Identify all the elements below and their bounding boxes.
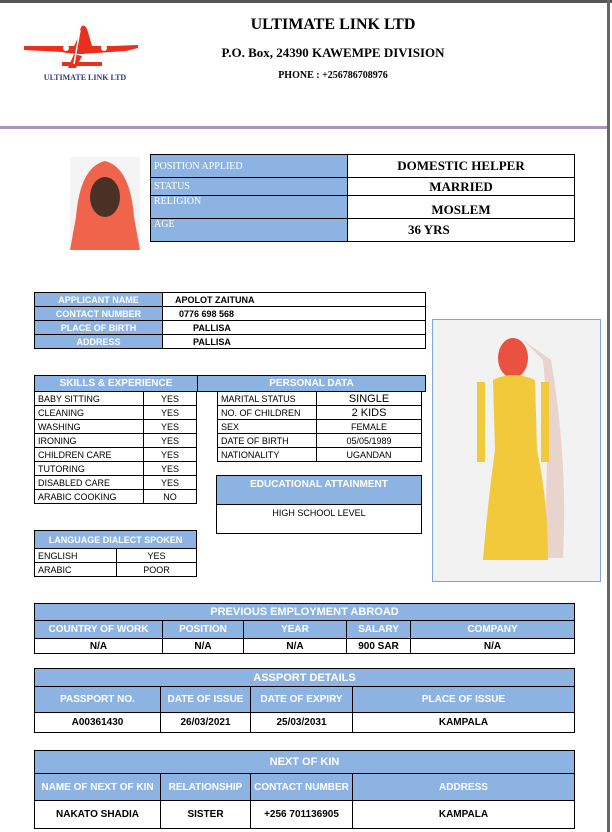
kin-value: +256 701136905 xyxy=(251,801,353,829)
passport-header: DATE OF ISSUE xyxy=(161,687,251,713)
passport-value: A00361430 xyxy=(35,713,161,733)
kin-header: ADDRESS xyxy=(353,774,575,801)
personal-row xyxy=(218,420,422,434)
page-border-right xyxy=(607,0,610,832)
personal-label: NO. OF CHILDREN xyxy=(218,406,317,420)
skill-name: TUTORING xyxy=(35,462,144,476)
label: APPLICANT NAME xyxy=(35,293,163,307)
kin-value: KAMPALA xyxy=(353,801,575,829)
label: AGE xyxy=(151,219,348,242)
education-table xyxy=(216,475,422,534)
employment-value: 900 SAR xyxy=(347,639,411,654)
kin-headers-row xyxy=(35,774,575,801)
full-body-photo xyxy=(432,319,601,582)
personal-label: NATIONALITY xyxy=(218,448,317,462)
language-row xyxy=(35,549,197,563)
skill-name: ARABIC COOKING xyxy=(35,490,144,504)
kin-header: CONTACT NUMBER xyxy=(251,774,353,801)
skill-value: YES xyxy=(144,406,197,420)
skill-value: NO xyxy=(144,490,197,504)
skill-name: DISABLED CARE xyxy=(35,476,144,490)
company-address: P.O. Box, 24390 KAWEMPE DIVISION xyxy=(221,45,445,60)
skill-row xyxy=(35,392,197,406)
employment-table xyxy=(34,603,575,654)
employment-value: N/A xyxy=(163,639,244,654)
skill-name: WASHING xyxy=(35,420,144,434)
employment-values-row xyxy=(35,639,575,654)
place-of-birth: PALLISA xyxy=(163,321,426,335)
status-value: MARRIED xyxy=(348,178,575,196)
passport-photo xyxy=(70,157,140,250)
summary-table xyxy=(150,154,575,242)
page-border-top xyxy=(0,0,612,3)
contact-number: 0776 698 568 xyxy=(163,307,426,321)
skill-name: BABY SITTING xyxy=(35,392,144,406)
skill-row xyxy=(35,448,197,462)
skill-value: YES xyxy=(144,434,197,448)
personal-value: 2 KIDS xyxy=(317,406,422,420)
personal-value: UGANDAN xyxy=(317,448,422,462)
skill-name: IRONING xyxy=(35,434,144,448)
personal-row xyxy=(218,434,422,448)
personal-label: DATE OF BIRTH xyxy=(218,434,317,448)
language-name: ENGLISH xyxy=(35,549,117,563)
employment-title: PREVIOUS EMPLOYMENT ABROAD xyxy=(35,604,575,621)
skills-table xyxy=(34,391,197,504)
skill-row xyxy=(35,490,197,504)
airplane-logo-icon xyxy=(22,24,142,70)
personal-row xyxy=(218,448,422,462)
language-value: YES xyxy=(117,549,197,563)
personal-label: SEX xyxy=(218,420,317,434)
language-value: POOR xyxy=(117,563,197,577)
skill-value: YES xyxy=(144,392,197,406)
skill-row xyxy=(35,434,197,448)
logo-text: ULTIMATE LINK LTD xyxy=(43,73,127,82)
language-table xyxy=(34,530,197,577)
personal-label: MARITAL STATUS xyxy=(218,392,317,406)
personal-title: PERSONAL DATA xyxy=(198,376,426,392)
skill-value: YES xyxy=(144,448,197,462)
passport-value: 26/03/2021 xyxy=(161,713,251,733)
skill-name: CLEANING xyxy=(35,406,144,420)
passport-title: ASSPORT DETAILS xyxy=(35,669,575,687)
section-headers xyxy=(34,375,426,392)
label: CONTACT NUMBER xyxy=(35,307,163,321)
label: PLACE OF BIRTH xyxy=(35,321,163,335)
employment-header: SALARY xyxy=(347,621,411,639)
personal-value: FEMALE xyxy=(317,420,422,434)
employment-headers-row xyxy=(35,621,575,639)
skill-value: YES xyxy=(144,420,197,434)
kin-values-row xyxy=(35,801,575,829)
personal-row xyxy=(218,406,422,420)
skill-row xyxy=(35,462,197,476)
label: STATUS xyxy=(151,178,348,196)
skill-row xyxy=(35,420,197,434)
passport-value: KAMPALA xyxy=(353,713,575,733)
kin-header: RELATIONSHIP xyxy=(161,774,251,801)
passport-value: 25/03/2031 xyxy=(251,713,353,733)
passport-header: DATE OF EXPIRY xyxy=(251,687,353,713)
header-divider xyxy=(0,126,607,129)
education-title: EDUCATIONAL ATTAINMENT xyxy=(217,476,422,505)
label: POSITION APPLIED xyxy=(151,155,348,178)
skill-name: CHILDREN CARE xyxy=(35,448,144,462)
skill-value: YES xyxy=(144,462,197,476)
religion-value: MOSLEM xyxy=(348,196,575,219)
education-value: HIGH SCHOOL LEVEL xyxy=(217,505,422,534)
passport-header: PASSPORT NO. xyxy=(35,687,161,713)
employment-header: COUNTRY OF WORK xyxy=(35,621,163,639)
passport-headers-row xyxy=(35,687,575,713)
address: PALLISA xyxy=(163,335,426,349)
company-phone: PHONE : +256786708976 xyxy=(278,70,388,81)
employment-value: N/A xyxy=(244,639,347,654)
next-of-kin-table xyxy=(34,750,575,829)
position-value: DOMESTIC HELPER xyxy=(348,155,575,178)
passport-values-row xyxy=(35,713,575,733)
employment-header: COMPANY xyxy=(411,621,575,639)
kin-header: NAME OF NEXT OF KIN xyxy=(35,774,161,801)
age-value: 36 YRS xyxy=(348,219,575,242)
label: RELIGION xyxy=(151,196,348,219)
personal-value: 05/05/1989 xyxy=(317,434,422,448)
language-row xyxy=(35,563,197,577)
kin-value: NAKATO SHADIA xyxy=(35,801,161,829)
skill-value: YES xyxy=(144,476,197,490)
skill-row xyxy=(35,476,197,490)
passport-header: PLACE OF ISSUE xyxy=(353,687,575,713)
employment-value: N/A xyxy=(411,639,575,654)
personal-table xyxy=(217,391,422,462)
employment-header: POSITION xyxy=(163,621,244,639)
personal-value: SINGLE xyxy=(317,392,422,406)
personal-row xyxy=(218,392,422,406)
language-title: LANGUAGE DIALECT SPOKEN xyxy=(35,531,197,549)
kin-title: NEXT OF KIN xyxy=(35,751,575,774)
skill-row xyxy=(35,406,197,420)
company-name: ULTIMATE LINK LTD xyxy=(250,16,416,33)
language-name: ARABIC xyxy=(35,563,117,577)
skills-title: SKILLS & EXPERIENCE xyxy=(35,376,198,392)
kin-value: SISTER xyxy=(161,801,251,829)
employment-value: N/A xyxy=(35,639,163,654)
applicant-table xyxy=(34,292,426,349)
label: ADDRESS xyxy=(35,335,163,349)
employment-header: YEAR xyxy=(244,621,347,639)
applicant-name: APOLOT ZAITUNA xyxy=(163,293,426,307)
passport-table xyxy=(34,668,575,733)
